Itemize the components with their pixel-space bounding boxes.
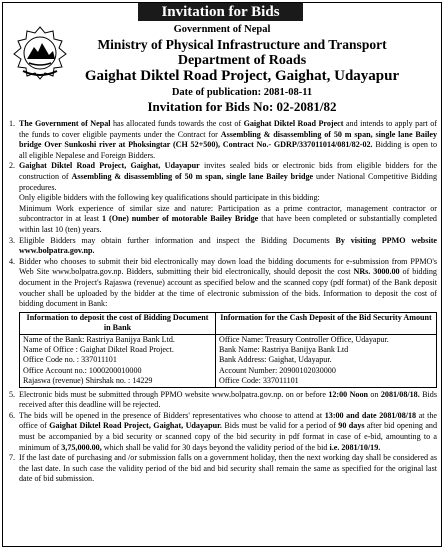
notice-body [9, 119, 437, 485]
bank-info-table [19, 312, 437, 388]
table-header-bid-security: Information for the Cash Deposit of the Bid Security Amount [215, 312, 436, 334]
header-publication-date: Date of publication: 2081-08-11 [171, 87, 313, 98]
header-ifb-number: Invitation for Bids No: 02-2081/82 [147, 99, 337, 114]
paragraph-7: 7. If the last date of purchasing and /or submission falls on a government holiday, then the next working day shall be considered as the last date. In such case the validity period of the bid and bid security shall remain the same as specified for the original last date of bid submission. [9, 453, 437, 484]
paragraph-1: 1. The Government of Nepal has allocated funds towards the cost of Gaighat Diktel Road Project and intends to apply part of the funds to cover eligible payments under the Contract for Assembling & disassembling of 50 m span, single lane Bailey bridge Over Sunkoshi river at Phoksingtar (CH 52+500), Contract No.- GDRP/337011014/081/82-02. Bidding is open to all eligible Nepalese and Foreign Bidders. [9, 119, 438, 160]
qualification-intro: Only eligible bidders with the following key qualifications should participate in this bidding: [19, 193, 320, 203]
banner-title: Invitation for Bids [138, 3, 303, 21]
table-cell-bid-security: Office Name: Treasury Controller Office, Udayapur. Bank Name: Rastriya Banijya Bank Ltd Bank Address: Gaighat, Udayapur. Account Number: 20900102030000 Office Code: 337011101 [215, 334, 436, 387]
paragraph-3: 3. Eligible Bidders may obtain further information and inspect the Bidding Documents By visiting PPMO website www.bolpatra.gov.np. [9, 235, 437, 256]
paragraph-5: 5. Electronic bids must be submitted through PPMO website www.bolpatra.gov.np. on or before 12:00 Noon on 2081/08/18. Bids received after this deadline will be rejected. [9, 389, 437, 410]
table-cell-document-cost: Name of the Bank: Rastriya Banijya Bank Ltd. Name of Office : Gaighat Diktel Road Project. Office Code no. : 337011101 Office Account no.: 1000200010000 Rajaswa (revenue) Shirshak no. : 14229 [20, 334, 216, 387]
header-ministry: Ministry of Physical Infrastructure and Transport [97, 37, 387, 52]
paragraph-2: 2. Gaighat Diktel Road Project, Gaighat, Udayapur invites sealed bids or electronic bids from eligible bidders for the construction of Assembling & disassembling of 50 m span, single lane Bailey bridge under National Competitive Bidding procedures. [9, 161, 437, 192]
table-header-document-cost: Information to deposit the cost of Bidding Document in Bank [20, 312, 216, 334]
header-department: Department of Roads [177, 53, 307, 68]
header-project: Gaighat Diktel Road Project, Gaighat, Udayapur [84, 68, 400, 84]
paragraph-6: 6. The bids will be opened in the presence of Bidders' representatives who choose to attend at 13:00 and date 2081/08/18 at the office of Gaighat Diktel Road Project, Gaighat, Udayapur. Bids must be valid for a period of 90 days after bid opening and must be accompanied by a bid security or scanned copy of the bid security in pdf format in case of e-bid, amounting to a minimum of 3,75,000.00, which shall be valid for 30 days beyond the validity period of the bid i.e. 2081/10/19. [9, 410, 438, 452]
qualification-text: Minimum Work experience of similar size and nature: Participation as a prime contractor, management contractor or subcontractor in at least 1 (One) number of motorable Bailey Bridge that have been completed or substantially completed within last 10 (ten) years. [19, 203, 437, 234]
notice-page [2, 2, 442, 547]
header-government: Government of Nepal [173, 24, 271, 35]
paragraph-4: 4. Bidder who chooses to submit their bid electronically may down load the bidding documents for e-submission from PPMO's Web Site www.bolpatra.gov.np. Bidders, submitting their bid electronically, should deposit the cost NRs. 3000.00 of bidding document in the Project's Rajaswa (revenue) account as specified below and the scanned copy (pdf format) of the Bank deposit voucher shall be uploaded by the bidder at the time of electronic submission of the bids. Information to deposit the cost of bidding document in Bank: [9, 256, 437, 309]
